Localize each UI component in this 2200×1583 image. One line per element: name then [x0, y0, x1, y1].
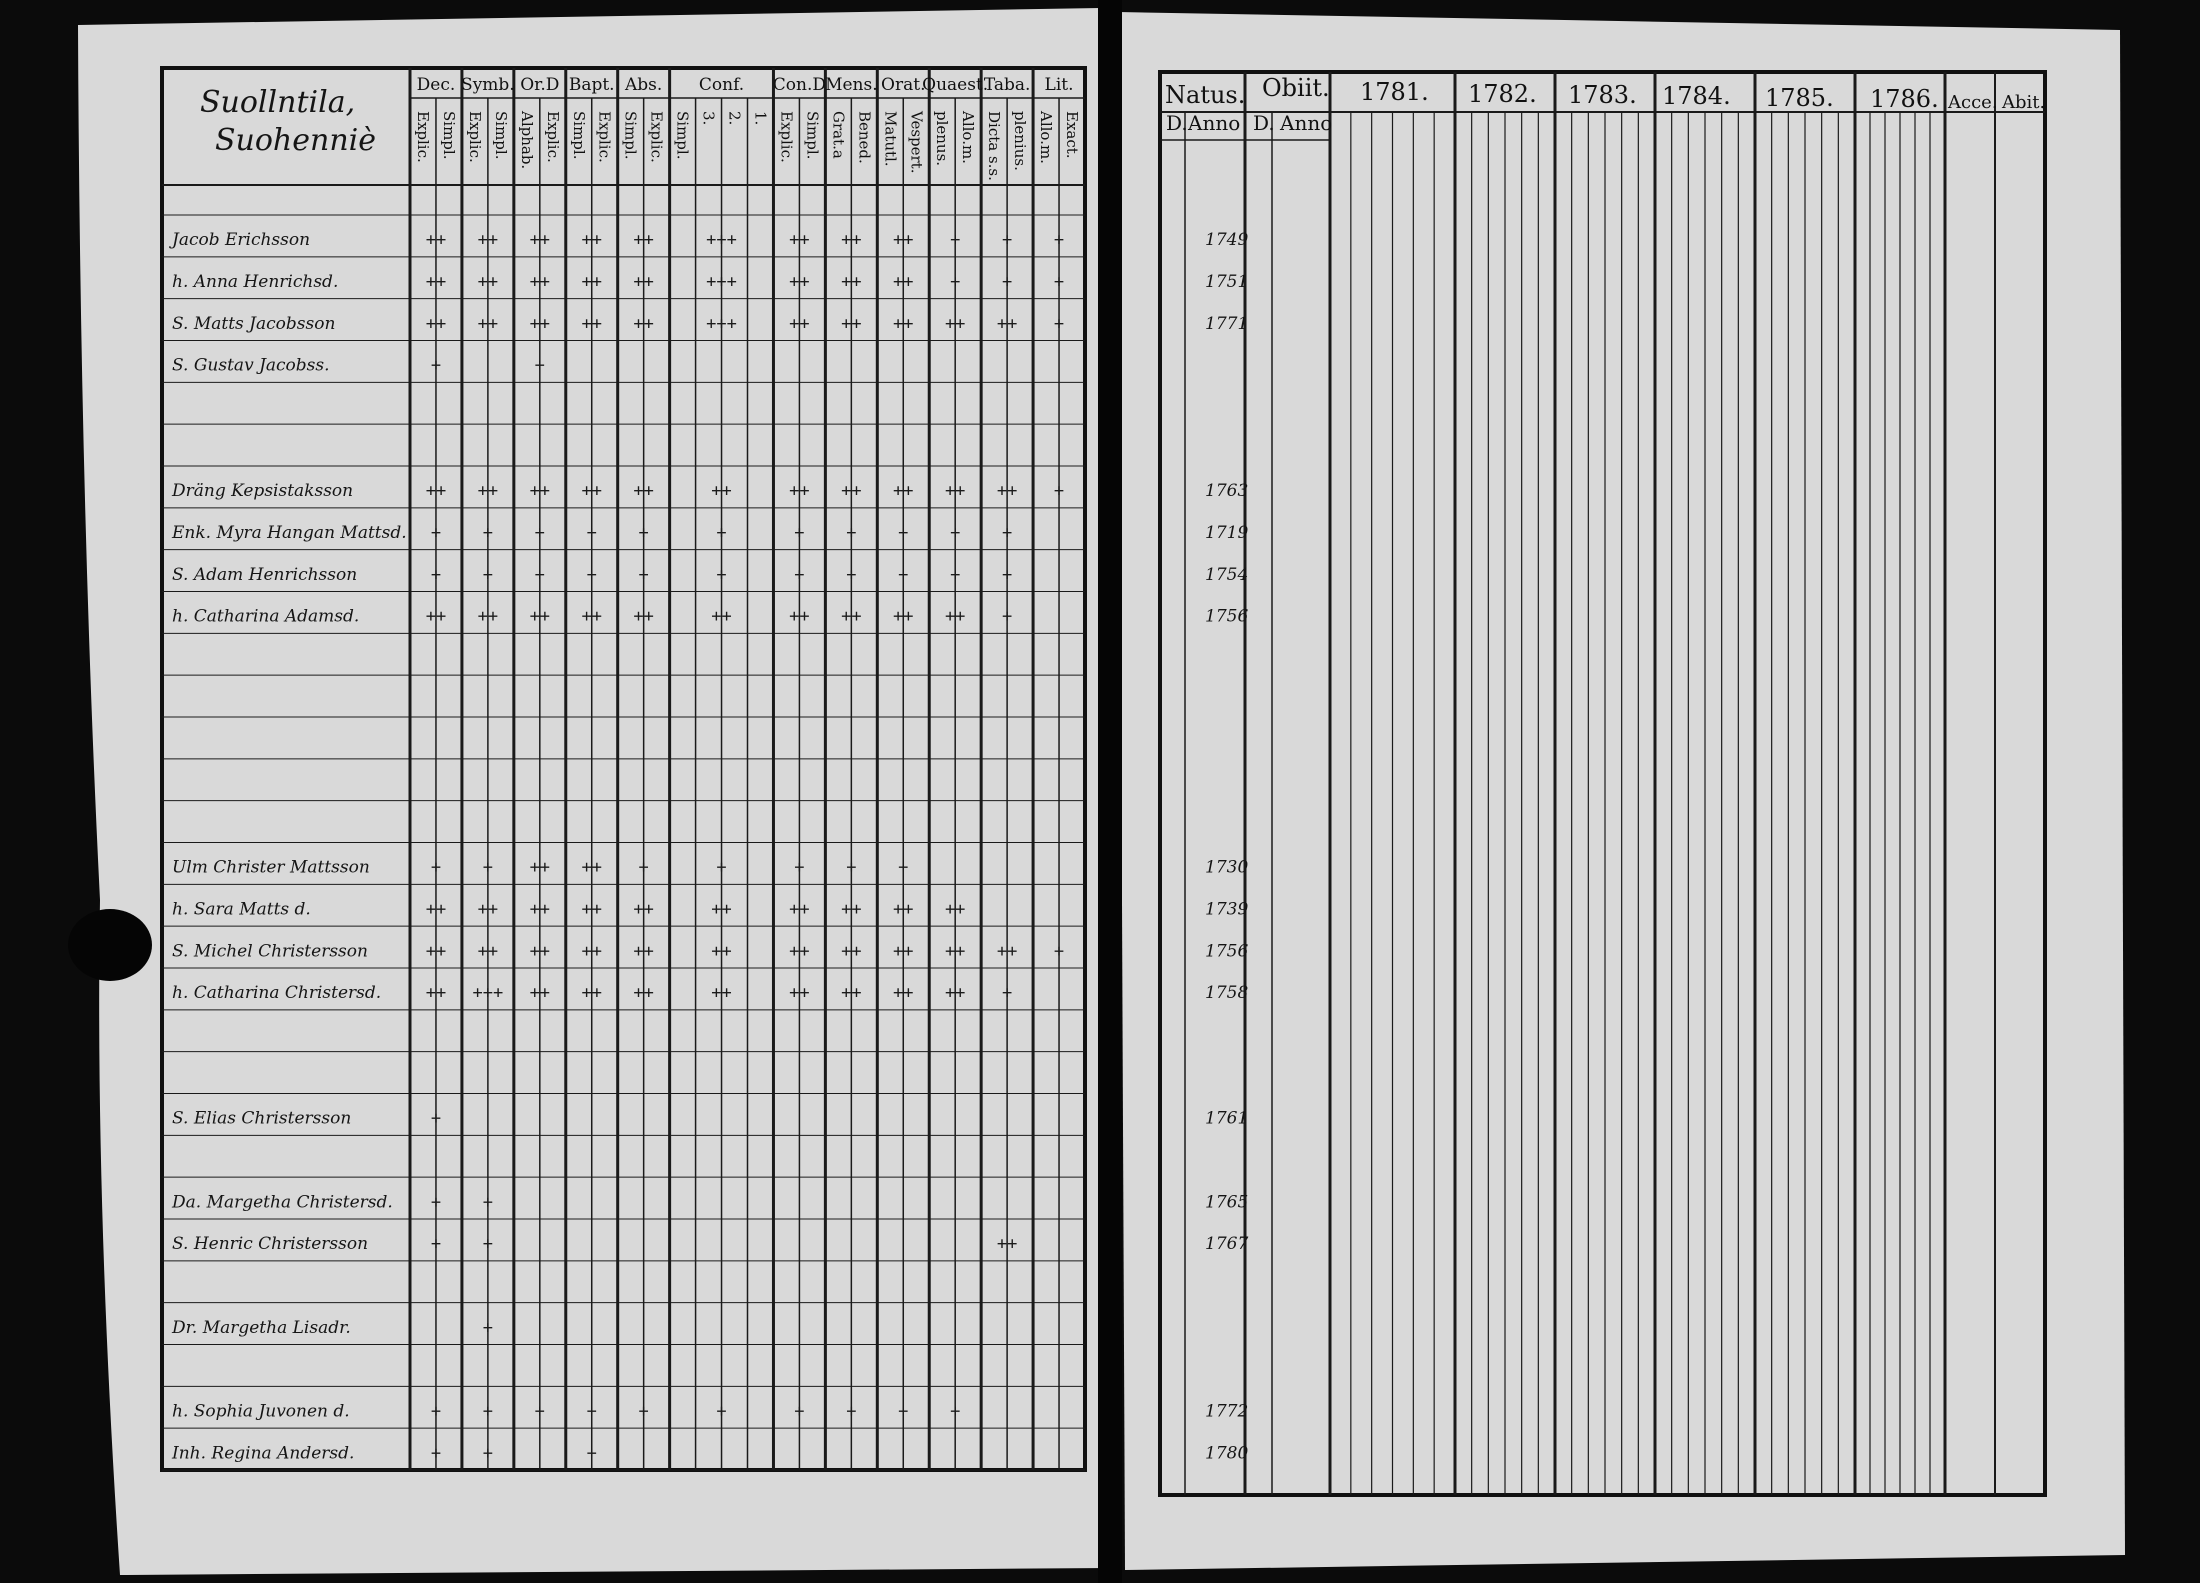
attendance-mark: + [1001, 230, 1013, 251]
attendance-mark: ++ [529, 983, 551, 1004]
obiit-anno-header: Anno [1280, 111, 1333, 135]
obiit-header: Obiit. [1262, 74, 1330, 102]
group-header-11: Lit. [1044, 75, 1074, 95]
attendance-mark: + [534, 564, 545, 585]
sub-header: Simpl. [621, 111, 640, 160]
year-header-1782: 1782. [1468, 80, 1537, 108]
attendance-mark: ++ [529, 941, 551, 962]
attendance-mark: + [430, 1234, 442, 1255]
attendance-mark: ++ [789, 983, 810, 1004]
attendance-mark: + [898, 857, 909, 878]
group-header-8: Orat. [881, 75, 926, 95]
person-name: h. Anna Henrichsd. [172, 271, 339, 292]
attendance-mark: + [1053, 271, 1065, 292]
attendance-mark: +++ [706, 230, 737, 251]
attendance-mark: +++ [706, 313, 737, 334]
group-header-7: Mens. [825, 75, 878, 95]
attendance-mark: ++ [893, 941, 914, 962]
section-subtitle: Suohenniè [215, 123, 377, 158]
attendance-mark: ++ [893, 481, 914, 502]
group-header-0: Dec. [416, 75, 456, 95]
sub-header: Simpl. [569, 111, 588, 160]
attendance-mark: ++ [841, 271, 862, 292]
person-name: S. Gustav Jacobss. [172, 355, 330, 376]
attendance-mark: ++ [789, 899, 810, 920]
attendance-mark: + [1001, 271, 1013, 292]
attendance-mark: ++ [633, 230, 654, 251]
person-name: S. Matts Jacobsson [172, 313, 336, 334]
person-name: Dräng Kepsistaksson [172, 481, 354, 502]
sub-header: Alphab. [517, 111, 536, 170]
birth-year: 1730 [1205, 857, 1249, 878]
natus-anno-header: Anno [1188, 111, 1241, 135]
attendance-mark: + [950, 271, 961, 292]
attendance-mark: ++ [633, 899, 654, 920]
attendance-mark: + [638, 857, 649, 878]
attendance-mark: + [482, 857, 494, 878]
person-name: S. Adam Henrichsson [172, 564, 358, 585]
attendance-mark: ++ [425, 899, 447, 920]
attendance-mark: ++ [944, 983, 966, 1004]
attendance-mark: ++ [529, 481, 551, 502]
person-name: S. Henric Christersson [172, 1234, 369, 1255]
attendance-mark: +++ [706, 271, 737, 292]
attendance-mark: + [638, 564, 649, 585]
attendance-mark: ++ [477, 271, 499, 292]
attendance-mark: + [716, 564, 727, 585]
attendance-mark: + [430, 355, 442, 376]
attendance-mark: +++ [472, 983, 504, 1004]
sub-header: Simpl. [439, 111, 458, 160]
attendance-mark: ++ [581, 941, 602, 962]
person-name: h. Sara Matts d. [172, 899, 311, 920]
attendance-mark: ++ [425, 271, 447, 292]
attendance-mark: + [716, 1401, 727, 1422]
attendance-mark: ++ [996, 313, 1018, 334]
attendance-mark: + [846, 564, 857, 585]
sub-header: Matutl. [881, 111, 900, 167]
attendance-mark: ++ [841, 481, 862, 502]
birth-year: 1719 [1205, 522, 1249, 543]
attendance-mark: + [430, 522, 442, 543]
birth-year: 1780 [1205, 1443, 1249, 1464]
attendance-mark: ++ [425, 481, 447, 502]
birth-year: 1756 [1205, 606, 1249, 627]
attendance-mark: ++ [841, 230, 862, 251]
attendance-mark: + [1001, 522, 1013, 543]
attendance-mark: + [482, 1443, 494, 1464]
attendance-mark: + [534, 355, 545, 376]
sub-header: plenus. [933, 111, 952, 167]
acce-header: Acce. [1948, 92, 1998, 113]
sub-header: Explic. [647, 111, 666, 163]
sub-header: Bened. [855, 111, 874, 164]
birth-year: 1739 [1205, 899, 1249, 920]
attendance-mark: ++ [581, 230, 602, 251]
attendance-mark: ++ [944, 606, 966, 627]
attendance-mark: ++ [944, 481, 966, 502]
attendance-mark: + [794, 1401, 805, 1422]
person-name: S. Elias Christersson [172, 1108, 352, 1129]
attendance-mark: + [950, 522, 961, 543]
attendance-mark: ++ [944, 899, 966, 920]
person-name: Dr. Margetha Lisadr. [172, 1317, 351, 1338]
person-name: Enk. Myra Hangan Mattsd. [172, 522, 407, 543]
attendance-mark: ++ [529, 857, 551, 878]
attendance-mark: ++ [996, 941, 1018, 962]
attendance-mark: ++ [789, 271, 810, 292]
group-header-9: Quaest. [922, 75, 989, 95]
attendance-mark: ++ [581, 857, 602, 878]
person-name: Inh. Regina Andersd. [172, 1443, 355, 1464]
attendance-mark: ++ [711, 606, 732, 627]
binding-knob [68, 909, 152, 981]
birth-year: 1758 [1205, 983, 1249, 1004]
section-title: Suollntila, [200, 85, 356, 120]
group-header-10: Taba. [983, 75, 1031, 95]
birth-year: 1765 [1205, 1192, 1249, 1213]
natus-d-header: D. [1166, 111, 1188, 135]
person-name: h. Catharina Christersd. [172, 983, 382, 1004]
attendance-mark: + [1053, 941, 1065, 962]
sub-header: plenius. [1011, 111, 1030, 171]
person-name: Jacob Erichsson [172, 230, 311, 251]
attendance-mark: + [846, 1401, 857, 1422]
attendance-mark: + [1001, 564, 1013, 585]
attendance-mark: + [1001, 983, 1013, 1004]
attendance-mark: ++ [789, 606, 810, 627]
attendance-mark: + [716, 522, 727, 543]
group-header-3: Bapt. [568, 75, 615, 95]
group-header-5: Conf. [698, 75, 745, 95]
attendance-mark: ++ [529, 271, 551, 292]
year-header-1785: 1785. [1765, 84, 1834, 112]
attendance-mark: ++ [425, 230, 447, 251]
person-name: Da. Margetha Christersd. [172, 1192, 393, 1213]
group-header-6: Con.D [772, 75, 827, 95]
sub-header: Simpl. [491, 111, 510, 160]
attendance-mark: + [430, 1192, 442, 1213]
group-header-4: Abs. [625, 75, 663, 95]
birth-year: 1761 [1205, 1108, 1249, 1129]
sub-header: Exact. [1063, 111, 1082, 159]
attendance-mark: ++ [841, 606, 862, 627]
sub-header: Explic. [413, 111, 432, 163]
attendance-mark: + [586, 1401, 597, 1422]
sub-header: Explic. [543, 111, 562, 163]
attendance-mark: ++ [841, 313, 862, 334]
obiit-d-header: D. [1253, 111, 1275, 135]
attendance-mark: ++ [477, 899, 499, 920]
abit-header: Abit. [2002, 92, 2046, 113]
attendance-mark: ++ [633, 606, 654, 627]
group-header-2: Or.D [520, 75, 560, 95]
person-name: S. Michel Christersson [172, 941, 368, 962]
attendance-mark: ++ [841, 899, 862, 920]
attendance-mark: ++ [711, 899, 732, 920]
attendance-mark: + [794, 522, 805, 543]
attendance-mark: ++ [633, 271, 654, 292]
attendance-mark: ++ [425, 941, 447, 962]
person-name: h. Sophia Juvonen d. [172, 1401, 350, 1422]
attendance-mark: ++ [996, 481, 1018, 502]
attendance-mark: ++ [425, 313, 447, 334]
attendance-mark: ++ [425, 606, 447, 627]
birth-year: 1772 [1205, 1401, 1249, 1422]
person-name: Ulm Christer Mattsson [172, 857, 370, 878]
attendance-mark: ++ [711, 941, 732, 962]
attendance-mark: ++ [633, 941, 654, 962]
attendance-mark: + [430, 1108, 442, 1129]
year-header-1783: 1783. [1568, 81, 1637, 109]
attendance-mark: ++ [789, 941, 810, 962]
attendance-mark: ++ [893, 983, 914, 1004]
attendance-mark: + [482, 522, 494, 543]
year-header-1781: 1781. [1360, 78, 1429, 106]
natus-header: Natus. [1165, 81, 1246, 109]
attendance-mark: ++ [581, 606, 602, 627]
attendance-mark: + [794, 564, 805, 585]
attendance-mark: + [950, 230, 961, 251]
attendance-mark: + [638, 522, 649, 543]
attendance-mark: ++ [893, 313, 914, 334]
attendance-mark: ++ [633, 481, 654, 502]
attendance-mark: ++ [477, 606, 499, 627]
attendance-mark: + [482, 1192, 494, 1213]
attendance-mark: + [586, 564, 597, 585]
attendance-mark: + [898, 522, 909, 543]
attendance-mark: ++ [581, 481, 602, 502]
attendance-mark: ++ [789, 481, 810, 502]
attendance-mark: ++ [581, 313, 602, 334]
attendance-mark: + [794, 857, 805, 878]
attendance-mark: ++ [893, 899, 914, 920]
attendance-mark: ++ [477, 313, 499, 334]
attendance-mark: + [586, 1443, 597, 1464]
attendance-mark: ++ [477, 230, 499, 251]
attendance-mark: ++ [893, 230, 914, 251]
attendance-mark: ++ [477, 941, 499, 962]
birth-year: 1751 [1205, 271, 1249, 292]
attendance-mark: + [846, 857, 857, 878]
attendance-mark: + [950, 1401, 961, 1422]
attendance-mark: ++ [581, 271, 602, 292]
attendance-mark: ++ [893, 606, 914, 627]
attendance-mark: ++ [789, 230, 810, 251]
birth-year: 1756 [1205, 941, 1249, 962]
attendance-mark: ++ [944, 941, 966, 962]
sub-header: Grat.a [829, 111, 848, 159]
attendance-mark: ++ [581, 983, 602, 1004]
attendance-mark: + [950, 564, 961, 585]
attendance-mark: ++ [711, 983, 732, 1004]
attendance-mark: ++ [529, 606, 551, 627]
sub-header: Allo.m. [1037, 111, 1056, 164]
attendance-mark: + [586, 522, 597, 543]
attendance-mark: ++ [529, 230, 551, 251]
birth-year: 1754 [1205, 564, 1249, 585]
sub-header: Explic. [465, 111, 484, 163]
attendance-mark: + [430, 564, 442, 585]
attendance-mark: + [482, 1401, 494, 1422]
attendance-mark: ++ [841, 941, 862, 962]
birth-year: 1771 [1205, 313, 1249, 334]
attendance-mark: ++ [944, 313, 966, 334]
attendance-mark: ++ [893, 271, 914, 292]
sub-header: 1. [751, 111, 770, 126]
sub-header: Dicta s.s. [985, 111, 1004, 181]
attendance-mark: + [846, 522, 857, 543]
sub-header: 3. [699, 111, 718, 126]
attendance-mark: + [482, 1234, 494, 1255]
birth-year: 1749 [1205, 230, 1249, 251]
attendance-mark: ++ [529, 313, 551, 334]
gutter [1098, 0, 1122, 1583]
year-header-1784: 1784. [1662, 82, 1731, 110]
attendance-mark: + [898, 1401, 909, 1422]
attendance-mark: ++ [633, 313, 654, 334]
attendance-mark: + [1053, 230, 1065, 251]
sub-header: Allo.m. [959, 111, 978, 164]
birth-year: 1767 [1205, 1234, 1249, 1255]
person-name: h. Catharina Adamsd. [172, 606, 360, 627]
attendance-mark: + [1001, 606, 1013, 627]
sub-header: Simpl. [673, 111, 692, 160]
attendance-mark: + [482, 564, 494, 585]
attendance-mark: + [430, 857, 442, 878]
group-header-1: Symb. [461, 75, 515, 95]
attendance-mark: + [534, 522, 545, 543]
attendance-mark: ++ [425, 983, 447, 1004]
attendance-mark: ++ [581, 899, 602, 920]
attendance-mark: ++ [529, 899, 551, 920]
attendance-mark: + [430, 1401, 442, 1422]
sub-header: Simpl. [803, 111, 822, 160]
attendance-mark: + [898, 564, 909, 585]
attendance-mark: ++ [633, 983, 654, 1004]
attendance-mark: ++ [477, 481, 499, 502]
sub-header: Explic. [777, 111, 796, 163]
birth-year: 1763 [1205, 481, 1249, 502]
attendance-mark: + [482, 1317, 494, 1338]
sub-header: Vespert. [907, 111, 926, 174]
attendance-mark: ++ [841, 983, 862, 1004]
sub-header: 2. [725, 111, 744, 126]
attendance-mark: + [430, 1443, 442, 1464]
attendance-mark: + [534, 1401, 545, 1422]
attendance-mark: ++ [711, 481, 732, 502]
attendance-mark: + [716, 857, 727, 878]
attendance-mark: + [1053, 313, 1065, 334]
sub-header: Explic. [595, 111, 614, 163]
attendance-mark: ++ [789, 313, 810, 334]
attendance-mark: ++ [996, 1234, 1018, 1255]
attendance-mark: + [1053, 481, 1065, 502]
year-header-1786: 1786. [1870, 85, 1939, 113]
attendance-mark: + [638, 1401, 649, 1422]
